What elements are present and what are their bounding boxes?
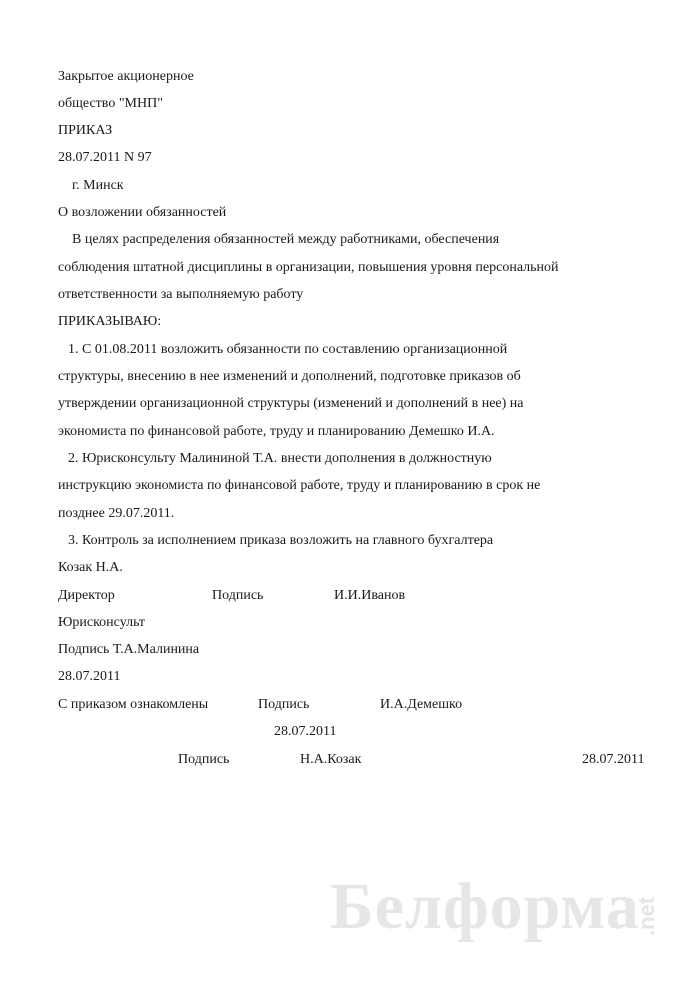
item2-line: позднее 29.07.2011. [58,506,175,521]
item2-line: инструкцию экономиста по финансовой работе, труду и планированию в срок не [58,478,541,493]
watermark-logo: Белформа [330,870,640,943]
lawyer-signature-name: Подпись Т.А.Малинина [58,642,200,657]
document-date-number: 28.07.2011 N 97 [58,150,152,165]
lawyer-date: 28.07.2011 [58,669,121,684]
director-name: И.И.Иванов [334,588,406,603]
document-type: ПРИКАЗ [58,123,113,138]
org-name-line2: общество "МНП" [58,96,163,111]
item1-line: утверждении организационной структуры (изменений и дополнений в нее) на [58,396,524,411]
lawyer-title: Юрисконсульт [58,615,146,630]
ack2-signature: Подпись [178,752,230,767]
preamble-line: соблюдения штатной дисциплины в организации, повышения уровня персональной [58,260,559,275]
ack2-date: 28.07.2011 [582,752,645,767]
item1-line: 1. С 01.08.2011 возложить обязанности по составлению организационной [68,342,508,357]
item2-line: 2. Юрисконсульту Малининой Т.А. внести дополнения в должностную [68,451,492,466]
ack2-name: Н.А.Козак [300,752,362,767]
order-word: ПРИКАЗЫВАЮ: [58,314,162,329]
ack1-date: 28.07.2011 [274,724,337,739]
ack1-signature: Подпись [258,697,310,712]
watermark-suffix: .net [634,896,659,936]
preamble-line: В целях распределения обязанностей между работниками, обеспечения [72,232,500,247]
director-signature: Подпись [212,588,264,603]
item3-line: Козак Н.А. [58,560,123,575]
director-title: Директор [58,588,115,603]
document-subject: О возложении обязанностей [58,205,227,220]
item3-line: 3. Контроль за исполнением приказа возложить на главного бухгалтера [68,533,494,548]
acknowledgement-label: С приказом ознакомлены [58,697,209,712]
org-name-line1: Закрытое акционерное [58,69,194,84]
preamble-line: ответственности за выполняемую работу [58,287,304,302]
item1-line: структуры, внесению в нее изменений и дополнений, подготовке приказов об [58,369,521,384]
document-city: г. Минск [72,178,124,193]
ack1-name: И.А.Демешко [380,697,463,712]
item1-line: экономиста по финансовой работе, труду и планированию Демешко И.А. [58,424,495,439]
